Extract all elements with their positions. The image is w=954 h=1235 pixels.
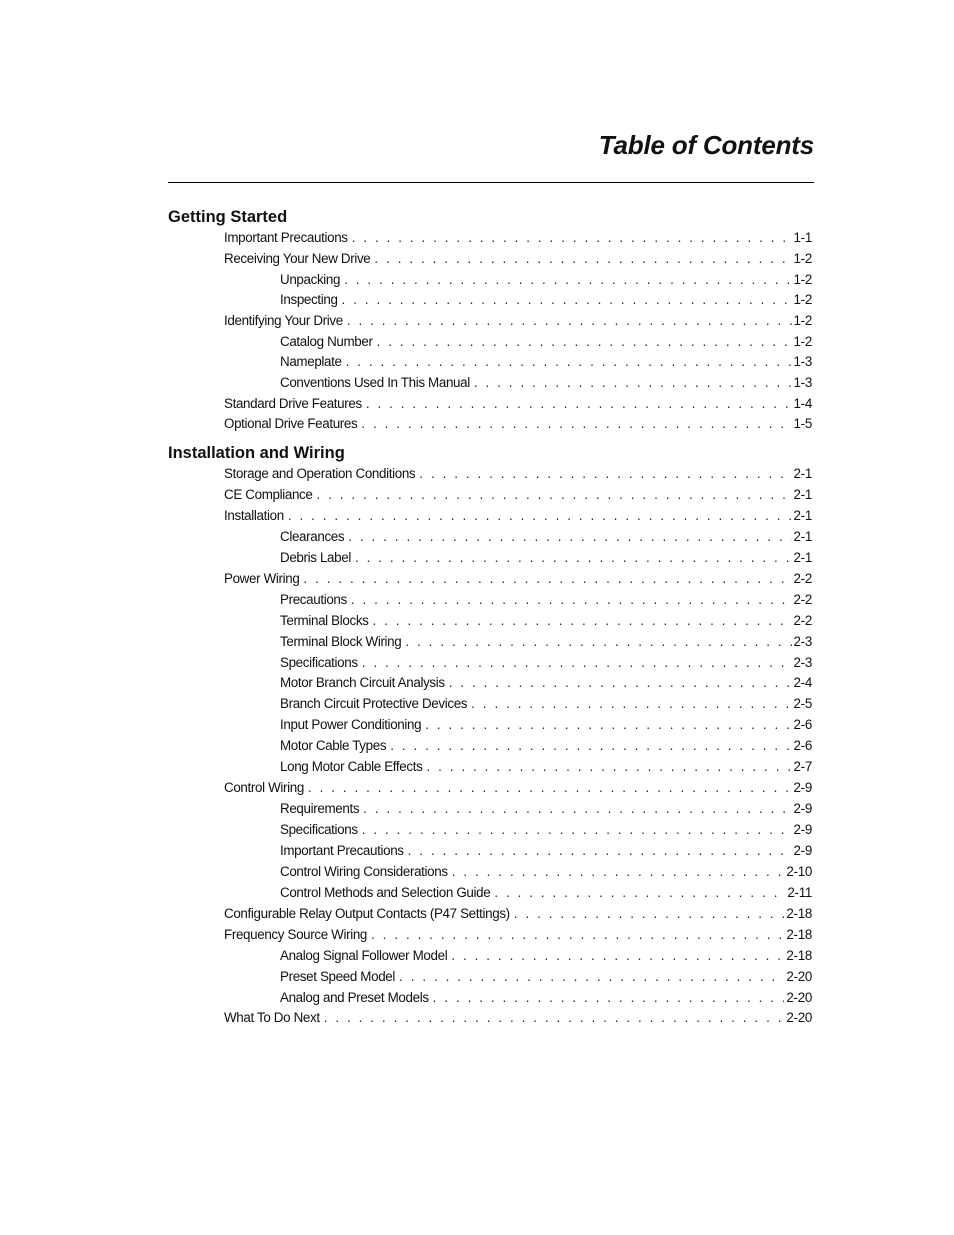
toc-entry[interactable] <box>168 394 812 415</box>
toc-entry-page-number: 2-20 <box>786 989 812 1005</box>
toc-entry[interactable] <box>168 799 812 820</box>
toc-entry-label: Power Wiring <box>224 570 300 586</box>
dot-leader <box>371 925 784 946</box>
toc-entry-page-number: 1-3 <box>793 354 812 370</box>
table-of-contents <box>168 206 812 1036</box>
toc-entry[interactable] <box>168 820 812 841</box>
toc-entry[interactable] <box>168 946 812 967</box>
toc-entry-page-number: 2-3 <box>793 633 812 649</box>
toc-entry-label: Catalog Number <box>280 333 373 349</box>
dot-leader <box>449 673 792 694</box>
toc-entry-page-number: 1-2 <box>793 250 812 266</box>
toc-entry-label: Unpacking <box>280 271 341 287</box>
dot-leader <box>426 757 791 778</box>
dot-leader <box>471 694 791 715</box>
toc-entry[interactable] <box>168 290 812 311</box>
toc-entry-page-number: 2-2 <box>793 570 812 586</box>
dot-leader <box>405 632 791 653</box>
toc-entry-page-number: 2-1 <box>793 466 812 482</box>
toc-entry-page-number: 2-1 <box>793 507 812 523</box>
toc-entry[interactable] <box>168 311 812 332</box>
toc-entry[interactable] <box>168 527 812 548</box>
section-heading: Installation and Wiring <box>168 444 345 463</box>
toc-entry-page-number: 2-9 <box>793 822 812 838</box>
toc-entry[interactable] <box>168 569 812 590</box>
toc-entry-page-number: 1-3 <box>793 375 812 391</box>
toc-entry-label: Configurable Relay Output Contacts (P47 Settings) <box>224 905 510 921</box>
toc-entry-label: Debris Label <box>280 549 351 565</box>
toc-entry[interactable] <box>168 373 812 394</box>
toc-entry-page-number: 2-6 <box>793 738 812 754</box>
toc-entry-label: Input Power Conditioning <box>280 717 422 733</box>
page-title: Table of Contents <box>598 130 814 160</box>
toc-entry-page-number: 2-6 <box>793 717 812 733</box>
dot-leader <box>419 464 791 485</box>
toc-entry-page-number: 2-20 <box>786 1010 812 1026</box>
toc-entry[interactable] <box>168 757 812 778</box>
toc-entry-page-number: 1-1 <box>793 230 812 245</box>
toc-entry-page-number: 2-1 <box>793 528 812 544</box>
toc-entry-label: Frequency Source Wiring <box>224 926 368 942</box>
dot-leader <box>408 841 792 862</box>
dot-leader <box>373 611 792 632</box>
toc-entry-label: Long Motor Cable Effects <box>280 759 423 775</box>
toc-entry-label: Terminal Blocks <box>280 612 369 628</box>
toc-entry[interactable] <box>168 270 812 291</box>
toc-entry-page-number: 1-5 <box>793 416 812 432</box>
toc-entry-label: Nameplate <box>280 354 342 370</box>
dot-leader <box>366 394 792 415</box>
toc-entry[interactable] <box>168 904 812 925</box>
toc-entry[interactable] <box>168 862 812 883</box>
dot-leader <box>324 1008 785 1029</box>
section-heading: Getting Started <box>168 208 288 226</box>
toc-entry-page-number: 2-1 <box>793 487 812 503</box>
dot-leader <box>474 373 792 394</box>
dot-leader <box>494 883 785 904</box>
dot-leader <box>361 414 791 435</box>
dot-leader <box>342 290 792 311</box>
toc-entry-page-number: 2-18 <box>786 947 812 963</box>
toc-entry-page-number: 2-11 <box>787 884 812 900</box>
toc-entry-label: Optional Drive Features <box>224 416 358 432</box>
toc-entry-label: Conventions Used In This Manual <box>280 375 470 391</box>
toc-entry-page-number: 1-2 <box>793 271 812 287</box>
toc-entry[interactable] <box>168 249 812 270</box>
toc-entry-page-number: 2-18 <box>786 926 812 942</box>
toc-entry-list <box>168 228 812 435</box>
toc-entry-label: Clearances <box>280 528 345 544</box>
toc-entry-page-number: 2-9 <box>793 801 812 817</box>
toc-entry-label: Preset Speed Model <box>280 968 396 984</box>
toc-entry-label: Control Methods and Selection Guide <box>280 884 491 900</box>
dot-leader <box>452 862 785 883</box>
dot-leader <box>425 715 791 736</box>
dot-leader <box>362 653 792 674</box>
dot-leader <box>362 820 792 841</box>
toc-entry[interactable] <box>168 1008 812 1029</box>
toc-entry-page-number: 2-1 <box>793 549 812 565</box>
toc-entry[interactable] <box>168 464 812 485</box>
toc-entry[interactable] <box>168 485 812 506</box>
toc-entry-label: Installation <box>224 507 284 523</box>
toc-entry-label: Receiving Your New Drive <box>224 250 371 266</box>
toc-entry-page-number: 1-2 <box>793 333 812 349</box>
toc-section-installation-and-wiring <box>168 442 812 1029</box>
dot-leader <box>351 590 792 611</box>
toc-entry[interactable] <box>168 548 812 569</box>
dot-leader <box>390 736 791 757</box>
dot-leader <box>352 228 792 249</box>
toc-entry[interactable] <box>168 632 812 653</box>
toc-entry-label: What To Do Next <box>224 1010 320 1026</box>
toc-entry[interactable] <box>168 736 812 757</box>
toc-entry-label: Requirements <box>280 801 360 817</box>
toc-entry[interactable] <box>168 332 812 353</box>
toc-entry-page-number: 2-5 <box>793 696 812 712</box>
toc-entry-page-number: 1-2 <box>793 292 812 308</box>
toc-entry-page-number: 2-9 <box>793 842 812 858</box>
toc-entry[interactable] <box>168 506 812 527</box>
dot-leader <box>451 946 784 967</box>
toc-entry-label: Analog Signal Follower Model <box>280 947 448 963</box>
toc-entry-page-number: 1-4 <box>793 395 812 411</box>
toc-entry-label: Important Precautions <box>280 842 404 858</box>
toc-entry-label: Motor Cable Types <box>280 738 387 754</box>
toc-entry-page-number: 2-3 <box>793 654 812 670</box>
toc-entry-page-number: 2-9 <box>793 780 812 796</box>
title-divider <box>168 182 814 183</box>
dot-leader <box>355 548 792 569</box>
dot-leader <box>363 799 791 820</box>
toc-entry-label: Standard Drive Features <box>224 395 362 411</box>
toc-entry[interactable] <box>168 352 812 373</box>
toc-entry-page-number: 2-4 <box>793 675 812 691</box>
dot-leader <box>308 778 792 799</box>
toc-entry-list <box>168 464 812 1029</box>
toc-entry-page-number: 2-20 <box>786 968 812 984</box>
toc-entry[interactable] <box>168 715 812 736</box>
toc-entry-label: Important Precautions <box>224 230 348 245</box>
dot-leader <box>347 311 792 332</box>
toc-entry[interactable] <box>168 590 812 611</box>
toc-entry-label: Analog and Preset Models <box>280 989 429 1005</box>
dot-leader <box>346 352 792 373</box>
dot-leader <box>514 904 785 925</box>
toc-entry[interactable] <box>168 694 812 715</box>
toc-entry[interactable] <box>168 673 812 694</box>
toc-entry-page-number: 2-2 <box>793 591 812 607</box>
toc-entry-label: Inspecting <box>280 292 338 308</box>
toc-entry[interactable] <box>168 967 812 988</box>
toc-entry-label: Motor Branch Circuit Analysis <box>280 675 445 691</box>
toc-entry-label: Storage and Operation Conditions <box>224 466 416 482</box>
toc-entry-label: Control Wiring Considerations <box>280 863 448 879</box>
toc-entry-label: Branch Circuit Protective Devices <box>280 696 468 712</box>
dot-leader <box>316 485 791 506</box>
dot-leader <box>303 569 791 590</box>
toc-entry-label: CE Compliance <box>224 487 313 503</box>
dot-leader <box>288 506 792 527</box>
toc-entry[interactable] <box>168 653 812 674</box>
toc-entry-label: Terminal Block Wiring <box>280 633 402 649</box>
toc-entry-page-number: 1-2 <box>793 312 812 328</box>
toc-section-getting-started <box>168 206 812 435</box>
toc-entry-page-number: 2-7 <box>793 759 812 775</box>
toc-entry-label: Specifications <box>280 654 358 670</box>
toc-entry[interactable] <box>168 883 812 904</box>
dot-leader <box>348 527 791 548</box>
toc-entry-label: Precautions <box>280 591 347 607</box>
dot-leader <box>374 249 791 270</box>
toc-entry[interactable] <box>168 228 812 249</box>
toc-entry[interactable] <box>168 925 812 946</box>
toc-entry-label: Specifications <box>280 822 358 838</box>
dot-leader <box>377 332 792 353</box>
dot-leader <box>433 988 785 1009</box>
dot-leader <box>344 270 791 291</box>
toc-entry[interactable] <box>168 778 812 799</box>
toc-entry-label: Control Wiring <box>224 780 304 796</box>
dot-leader <box>399 967 784 988</box>
toc-entry[interactable] <box>168 414 812 435</box>
toc-entry-page-number: 2-18 <box>786 905 812 921</box>
toc-entry-label: Identifying Your Drive <box>224 312 343 328</box>
toc-entry[interactable] <box>168 611 812 632</box>
toc-entry[interactable] <box>168 841 812 862</box>
toc-entry[interactable] <box>168 988 812 1009</box>
toc-entry-page-number: 2-10 <box>786 863 812 879</box>
toc-entry-page-number: 2-2 <box>793 612 812 628</box>
